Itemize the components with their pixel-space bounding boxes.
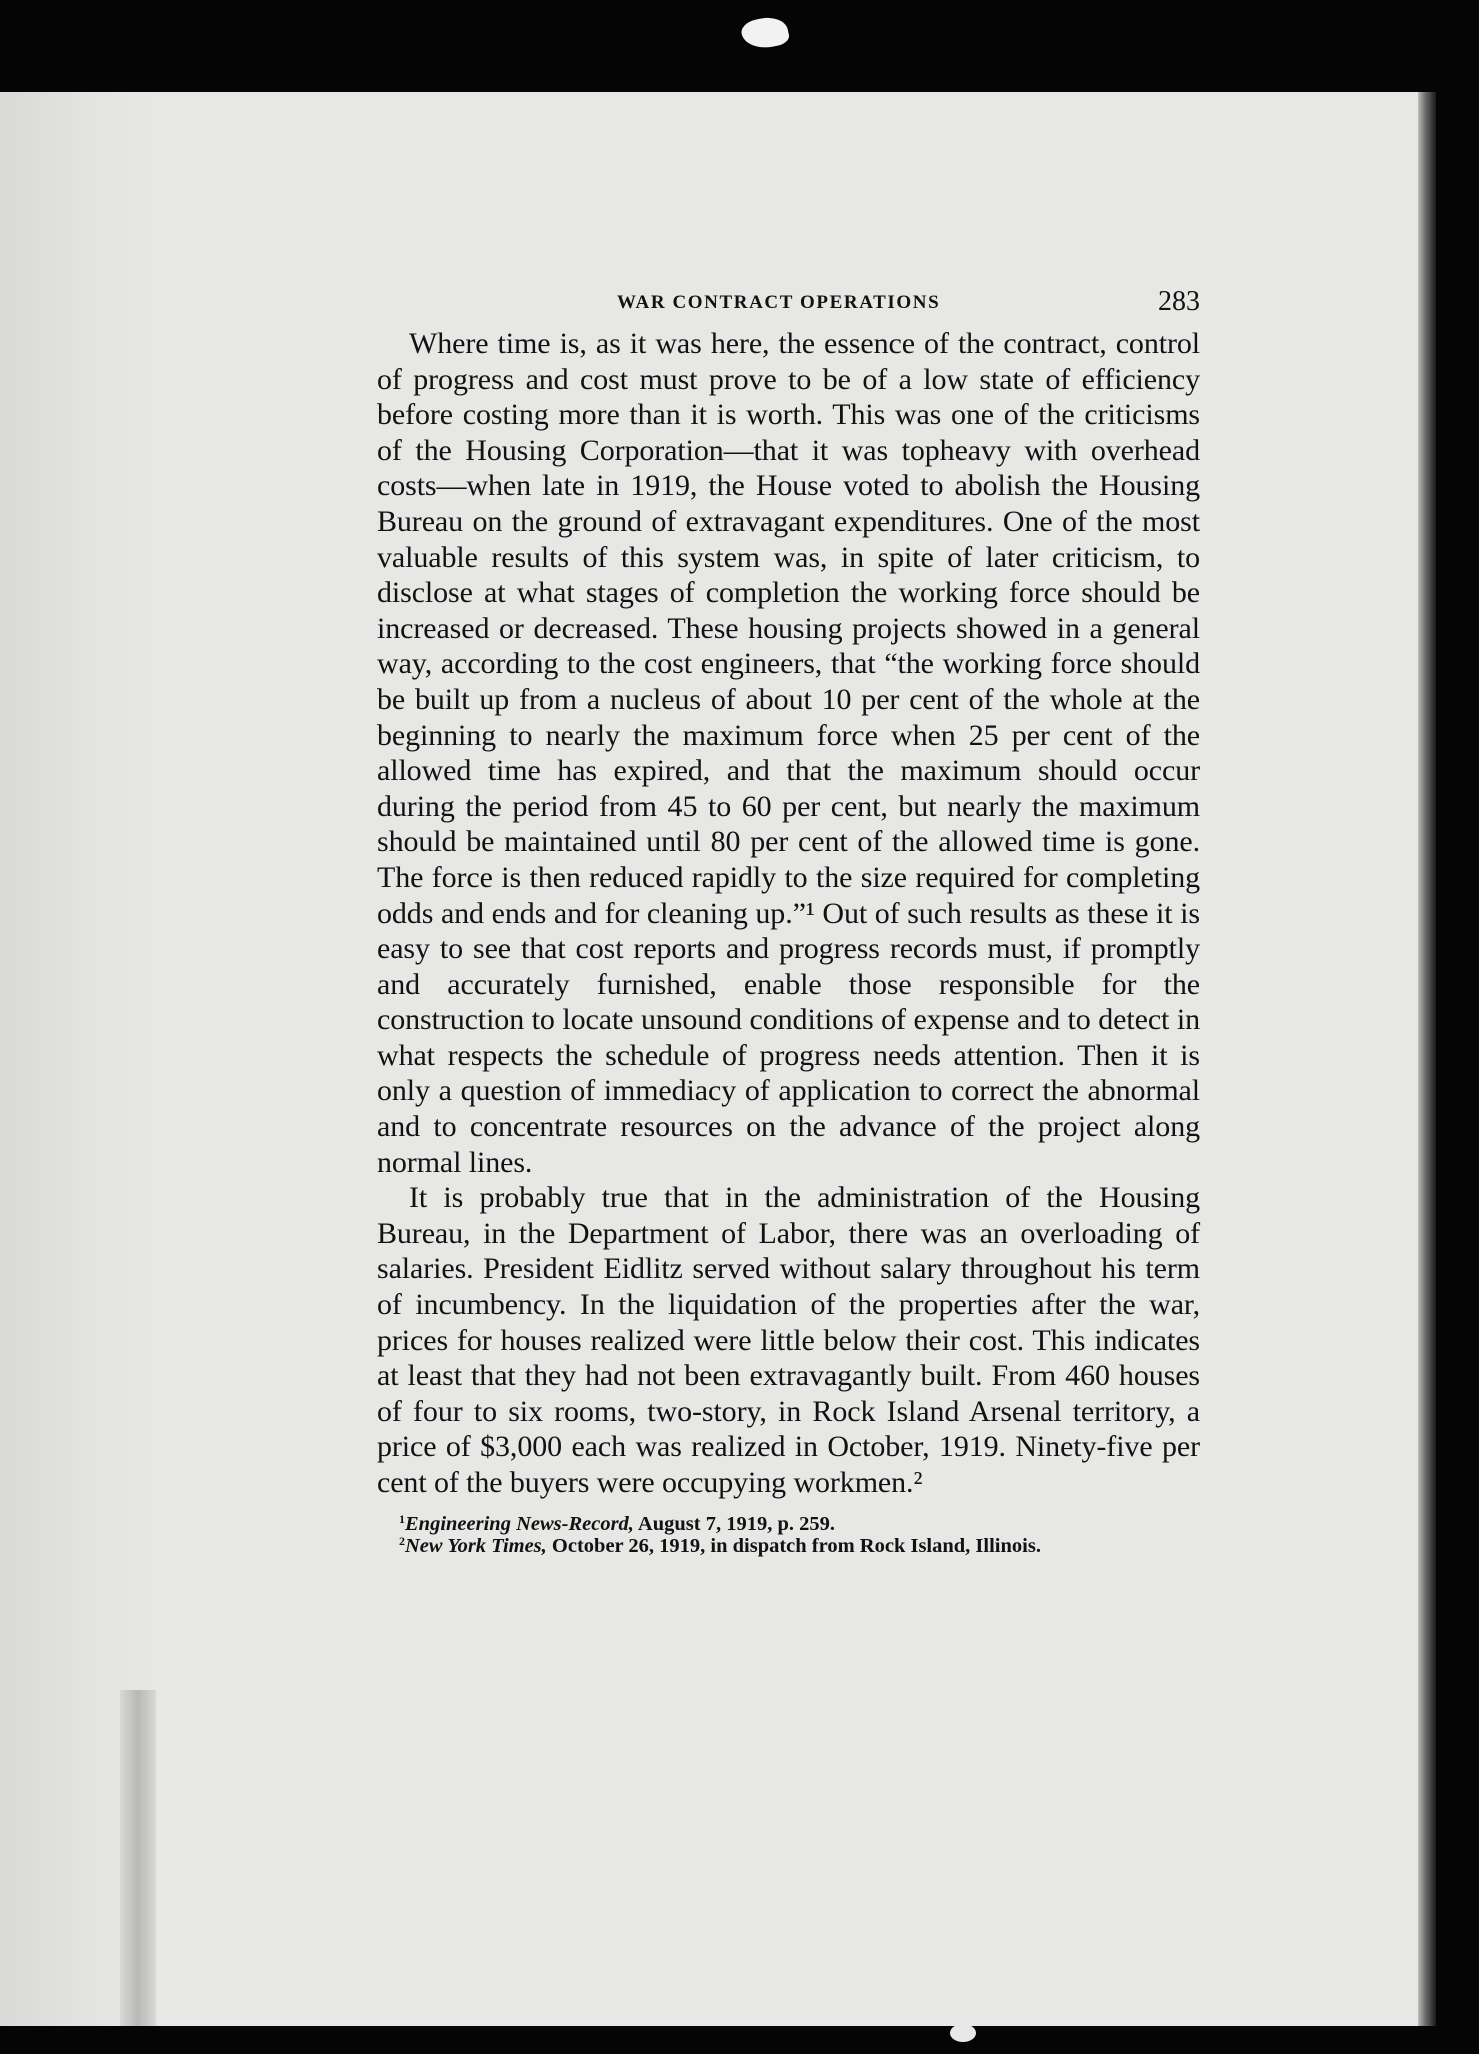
footnotes — [377, 1513, 1200, 1557]
running-head-title: WAR CONTRACT OPERATIONS — [617, 292, 941, 313]
footnote-source: Engineering News-Record, — [405, 1512, 634, 1535]
footnote-text: October 26, 1919, in dispatch from Rock Island, Illinois. — [546, 1534, 1041, 1557]
running-head — [377, 282, 1200, 322]
page-number: 283 — [1158, 286, 1200, 317]
body-paragraph: It is probably true that in the administration of the Housing Bureau, in the Department of Labor, there was an overloading of salaries. President Eidlitz served without salary throughout his term of incumbency. In the liquidation of the properties after the war, prices for houses realized were little below their cost. This indicates at least that they had not been extravagantly built. From 460 houses of four to six rooms, two-story, in Rock Island Arsenal territory, a price of $3,000 each was realized in October, 1919. Ninety-five per cent of the buyers were occupying workmen.² — [377, 1181, 1200, 1499]
body-paragraph: Where time is, as it was here, the essence of the contract, control of progress and cost must prove to be of a low state of efficiency before costing more than it is worth. This was one of the criticisms of the Housing Corporation—that it was topheavy with overhead costs—when late in 1919, the House voted to abolish the Housing Bureau on the ground of extravagant expenditures. One of the most valuable results of this system was, in spite of later criticism, to disclose at what stages of completion the working force should be increased or decreased. These housing projects showed in a general way, according to the cost engineers, that “the working force should be built up from a nucleus of about 10 per cent of the whole at the beginning to nearly the maximum force when 25 per cent of the allowed time has expired, and that the maximum should occur during the period from 45 to 60 per cent, but nearly the maximum should be maintained until 80 per cent of the allowed time is gone. The force is then reduced rapidly to the size required for completing odds and ends and for cleaning up.”¹ Out of such results as these it is easy to see that cost reports and progress records must, if promptly and accurately furnished, enable those responsible for the construction to locate unsound conditions of expense and to detect in what respects the schedule of progress needs attention. Then it is only a question of immediacy of application to correct the abnormal and to concentrate resources on the advance of the project along normal lines. — [377, 327, 1200, 1179]
page-right-edge — [1418, 92, 1436, 2026]
footnote-mark: 1 — [399, 1511, 405, 1526]
binding-edge — [120, 1690, 156, 2026]
scan-dust-mark — [739, 14, 790, 53]
footnote-source: New York Times, — [405, 1534, 547, 1557]
footnote-mark: 2 — [399, 1533, 405, 1548]
scan-dust-mark-bottom — [950, 2024, 976, 2042]
footnote — [377, 1513, 1200, 1535]
page-text-block — [377, 282, 1200, 1557]
footnote-text: August 7, 1919, p. 259. — [633, 1512, 835, 1535]
footnote — [377, 1535, 1200, 1557]
